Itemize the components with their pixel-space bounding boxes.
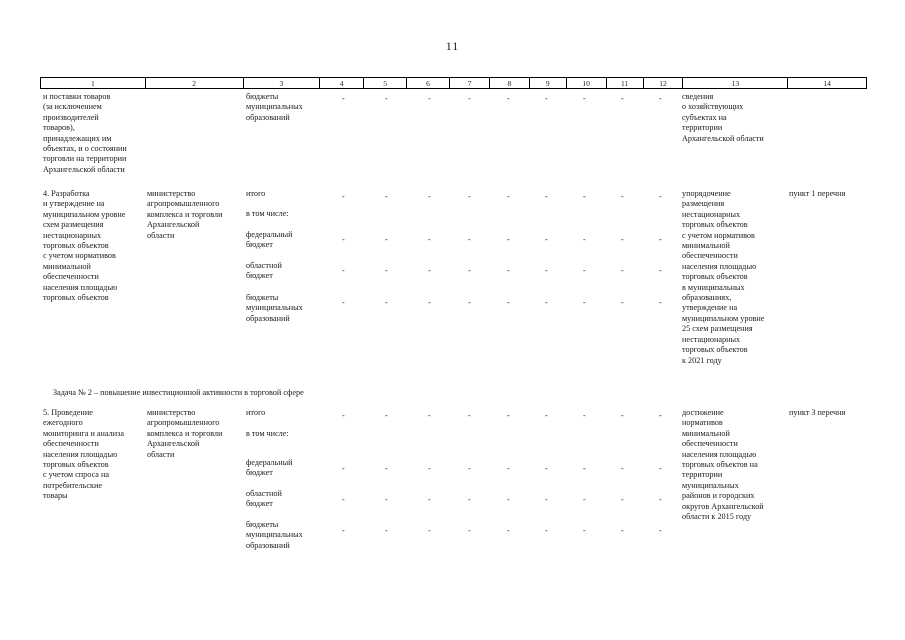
empty-value-dash: - <box>428 526 431 535</box>
empty-value-dash: - <box>507 266 510 275</box>
empty-value-dash: - <box>385 94 388 103</box>
empty-value-dash: - <box>428 94 431 103</box>
empty-value-dash: - <box>342 192 345 201</box>
empty-value-dash: - <box>342 526 345 535</box>
empty-value-dash: - <box>342 94 345 103</box>
empty-value-dash: - <box>342 235 345 244</box>
header-col-1: 1 <box>41 78 146 88</box>
empty-value-dash: - <box>468 192 471 201</box>
empty-value-dash: - <box>507 464 510 473</box>
empty-value-dash: - <box>342 464 345 473</box>
header-col-9: 9 <box>530 78 567 88</box>
header-col-4: 4 <box>320 78 364 88</box>
empty-value-dash: - <box>428 266 431 275</box>
header-col-7: 7 <box>450 78 490 88</box>
empty-value-dash: - <box>545 298 548 307</box>
header-col-14: 14 <box>823 79 831 88</box>
row4-reference: пункт 1 перечня <box>789 189 846 198</box>
empty-value-dash: - <box>385 464 388 473</box>
empty-value-dash: - <box>507 192 510 201</box>
empty-value-dash: - <box>507 495 510 504</box>
empty-value-dash: - <box>545 526 548 535</box>
header-col-2: 2 <box>146 78 244 88</box>
row4-source-total: итого <box>246 189 266 198</box>
empty-value-dash: - <box>545 94 548 103</box>
empty-value-dash: - <box>545 495 548 504</box>
empty-value-dash: - <box>385 266 388 275</box>
row5-source-federal: федеральный бюджет <box>246 458 293 478</box>
empty-value-dash: - <box>428 495 431 504</box>
row5-source-regional: областной бюджет <box>246 489 282 509</box>
empty-value-dash: - <box>468 298 471 307</box>
header-col-11: 11 <box>607 78 644 88</box>
row5-result: достижение нормативов минимальной обеспеченности населения площадью торговых объектов на территории муниципальных районов и городских округов Архангельской области к 2015 году <box>682 408 764 522</box>
empty-value-dash: - <box>583 526 586 535</box>
empty-value-dash: - <box>468 266 471 275</box>
empty-value-dash: - <box>468 464 471 473</box>
empty-value-dash: - <box>583 94 586 103</box>
header-col-3: 3 <box>244 78 321 88</box>
row4-source-regional: областной бюджет <box>246 261 282 281</box>
empty-value-dash: - <box>545 464 548 473</box>
empty-value-dash: - <box>507 94 510 103</box>
empty-value-dash: - <box>621 266 624 275</box>
row5-source-municipal: бюджеты муниципальных образований <box>246 520 303 550</box>
header-col-5: 5 <box>364 78 407 88</box>
row5-activity: 5. Проведение ежегодного мониторинга и анализа обеспеченности населения площадью торговых объектов с учетом спроса на потребительские товары <box>43 408 124 501</box>
empty-value-dash: - <box>385 411 388 420</box>
empty-value-dash: - <box>342 266 345 275</box>
empty-value-dash: - <box>659 526 662 535</box>
empty-value-dash: - <box>621 411 624 420</box>
row4-source-municipal: бюджеты муниципальных образований <box>246 293 303 323</box>
empty-value-dash: - <box>385 526 388 535</box>
empty-value-dash: - <box>583 495 586 504</box>
empty-value-dash: - <box>621 464 624 473</box>
empty-value-dash: - <box>507 235 510 244</box>
empty-value-dash: - <box>621 235 624 244</box>
empty-value-dash: - <box>659 464 662 473</box>
row-cont-col1: и поставки товаров (за исключением производителей товаров), принадлежащих им объектах, и о состоянии торговли на территории Архангельской области <box>43 92 127 174</box>
empty-value-dash: - <box>659 266 662 275</box>
row4-activity: 4. Разработка и утверждение на муниципальном уровне схем размещения нестационарных торговых объектов с учетом нормативов минимальной обеспеченности населения площадью торговых объектов <box>43 189 126 303</box>
empty-value-dash: - <box>428 298 431 307</box>
empty-value-dash: - <box>583 266 586 275</box>
row-cont-source: бюджеты муниципальных образований <box>246 92 303 122</box>
empty-value-dash: - <box>659 235 662 244</box>
empty-value-dash: - <box>659 94 662 103</box>
empty-value-dash: - <box>621 298 624 307</box>
empty-value-dash: - <box>468 235 471 244</box>
row4-source-federal: федеральный бюджет <box>246 230 293 250</box>
empty-value-dash: - <box>545 235 548 244</box>
empty-value-dash: - <box>659 298 662 307</box>
empty-value-dash: - <box>385 298 388 307</box>
empty-value-dash: - <box>659 192 662 201</box>
row4-source-including: в том числе: <box>246 209 289 218</box>
header-col-8: 8 <box>490 78 530 88</box>
page-number: 11 <box>445 39 460 53</box>
empty-value-dash: - <box>428 235 431 244</box>
header-col-12: 12 <box>644 78 684 88</box>
empty-value-dash: - <box>583 411 586 420</box>
row5-reference: пункт 3 перечня <box>789 408 846 417</box>
row5-source-including: в том числе: <box>246 429 289 438</box>
task-2-heading: Задача № 2 – повышение инвестиционной активности в торговой сфере <box>53 388 304 397</box>
row5-executor: министерство агропромышленного комплекса и торговли Архангельской области <box>147 408 223 459</box>
empty-value-dash: - <box>468 94 471 103</box>
empty-value-dash: - <box>583 235 586 244</box>
empty-value-dash: - <box>659 411 662 420</box>
empty-value-dash: - <box>583 192 586 201</box>
header-col-13: 13 <box>683 78 788 88</box>
empty-value-dash: - <box>428 411 431 420</box>
row5-source-total: итого <box>246 408 266 417</box>
empty-value-dash: - <box>621 495 624 504</box>
empty-value-dash: - <box>385 235 388 244</box>
empty-value-dash: - <box>621 526 624 535</box>
empty-value-dash: - <box>507 526 510 535</box>
empty-value-dash: - <box>468 526 471 535</box>
empty-value-dash: - <box>385 495 388 504</box>
empty-value-dash: - <box>385 192 388 201</box>
empty-value-dash: - <box>468 411 471 420</box>
empty-value-dash: - <box>545 266 548 275</box>
empty-value-dash: - <box>507 298 510 307</box>
empty-value-dash: - <box>468 495 471 504</box>
empty-value-dash: - <box>342 411 345 420</box>
empty-value-dash: - <box>621 192 624 201</box>
empty-value-dash: - <box>507 411 510 420</box>
empty-value-dash: - <box>428 464 431 473</box>
empty-value-dash: - <box>428 192 431 201</box>
empty-value-dash: - <box>545 192 548 201</box>
row-cont-result: сведения о хозяйствующих субъектах на территории Архангельской области <box>682 92 764 143</box>
empty-value-dash: - <box>583 464 586 473</box>
empty-value-dash: - <box>342 298 345 307</box>
table-header-row <box>40 77 867 89</box>
row4-executor: министерство агропромышленного комплекса и торговли Архангельской области <box>147 189 223 240</box>
row4-result: упорядочение размещения нестационарных торговых объектов с учетом нормативов минимальной обеспеченности населения площадью торговых объектов в муниципальных образованиях, утверждение на муниципальном уровне 25 схем размещения нестационарных торговых объектов к 2021 году <box>682 189 765 365</box>
empty-value-dash: - <box>621 94 624 103</box>
header-col-10: 10 <box>567 78 607 88</box>
empty-value-dash: - <box>659 495 662 504</box>
header-col-6: 6 <box>407 78 450 88</box>
empty-value-dash: - <box>583 298 586 307</box>
empty-value-dash: - <box>342 495 345 504</box>
empty-value-dash: - <box>545 411 548 420</box>
